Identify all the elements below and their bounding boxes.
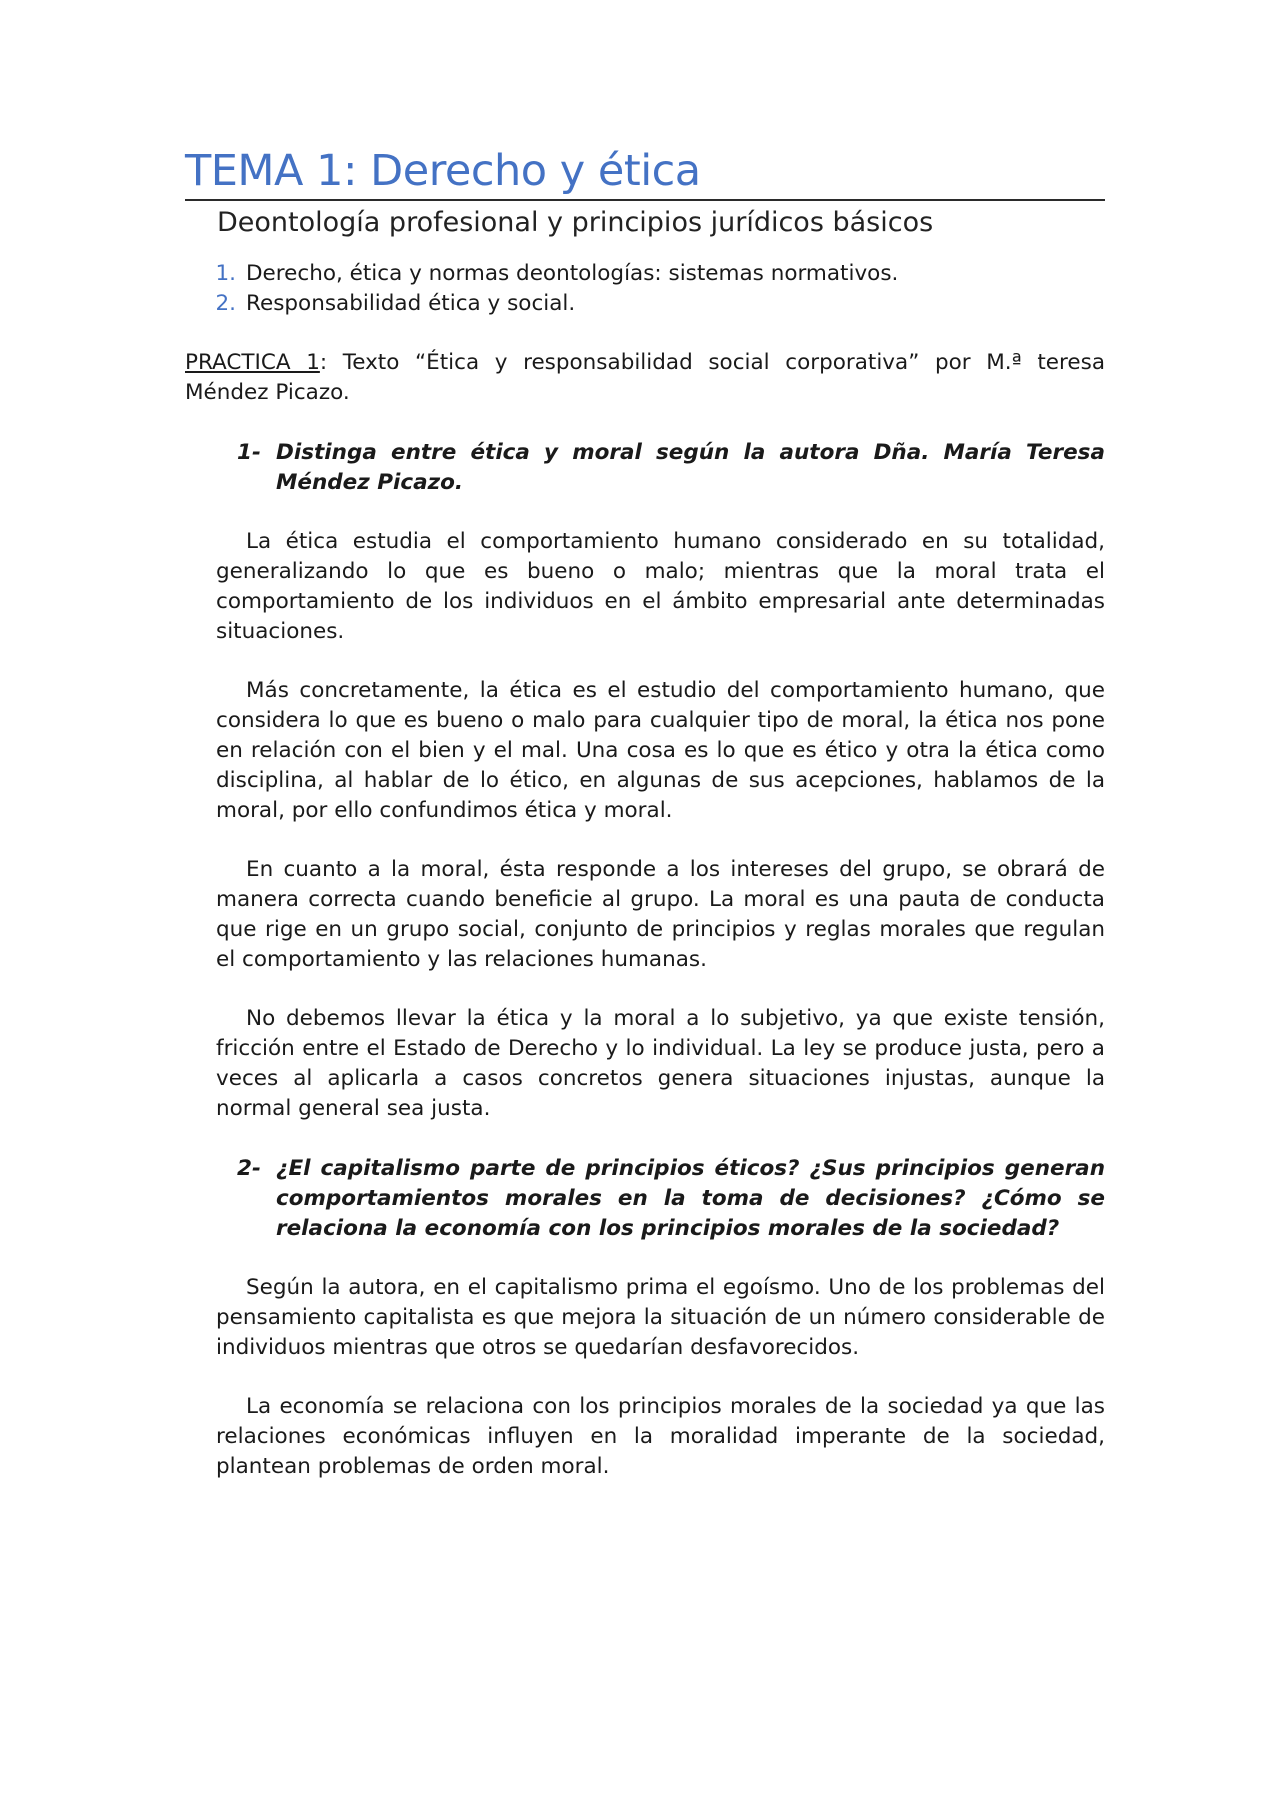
- question-number: 2-: [237, 1156, 261, 1182]
- list-item: [185, 259, 1105, 289]
- answer-paragraph: Según la autora, en el capitalismo prima el egoísmo. Uno de los problemas del pensamiento capitalista es que mejora la situación de un número considerable de individuos mientras que otros se quedarían desfavorecidos.: [216, 1275, 1105, 1361]
- document-page: [185, 146, 1105, 1482]
- document-title: TEMA 1: Derecho y ética: [185, 146, 701, 196]
- question-number: 1-: [237, 440, 261, 466]
- question-text: ¿El capitalismo parte de principios éticos? ¿Sus principios generan comportamientos morales en la toma de decisiones? ¿Cómo se relaciona la economía con los principios morales de la sociedad?: [276, 1156, 1105, 1242]
- practice-intro: [185, 348, 1105, 408]
- list-item: [185, 289, 1105, 319]
- list-item-text: Derecho, ética y normas deontologías: sistemas normativos.: [246, 261, 899, 287]
- question-heading: [237, 1154, 1105, 1244]
- question-text: Distinga entre ética y moral según la autora Dña. María Teresa Méndez Picazo.: [276, 440, 1105, 496]
- question-heading: [237, 438, 1105, 498]
- answer-paragraph: La economía se relaciona con los principios morales de la sociedad ya que las relaciones económicas influyen en la moralidad imperante de la sociedad, plantean problemas de orden moral.: [216, 1394, 1105, 1480]
- answer-paragraph: Más concretamente, la ética es el estudio del comportamiento humano, que considera lo que es bueno o malo para cualquier tipo de moral, la ética nos pone en relación con el bien y el mal. Una cosa es lo que es ético y otra la ética como disciplina, al hablar de lo ético, en algunas de sus acepciones, hablamos de la moral, por ello confundimos ética y moral.: [216, 678, 1105, 824]
- answer-paragraph: No debemos llevar la ética y la moral a lo subjetivo, ya que existe tensión, fricción entre el Estado de Derecho y lo individual. La ley se produce justa, pero a veces al aplicarla a casos concretos genera situaciones injustas, aunque la normal general sea justa.: [216, 1006, 1105, 1122]
- list-item-number: 2.: [215, 291, 236, 317]
- answer-paragraph: La ética estudia el comportamiento humano considerado en su totalidad, generalizando lo que es bueno o malo; mientras que la moral trata el comportamiento de los individuos en el ámbito empresarial ante determinadas situaciones.: [216, 529, 1105, 645]
- answer-paragraph: En cuanto a la moral, ésta responde a los intereses del grupo, se obrará de manera correcta cuando beneficie al grupo. La moral es una pauta de conducta que rige en un grupo social, conjunto de principios y reglas morales que regulan el comportamiento y las relaciones humanas.: [216, 857, 1105, 973]
- list-item-text: Responsabilidad ética y social.: [246, 291, 576, 317]
- topic-list: [185, 259, 1105, 319]
- list-item-number: 1.: [215, 261, 236, 287]
- document-subtitle: Deontología profesional y principios jurídicos básicos: [217, 207, 934, 238]
- practice-label: PRACTICA 1: [185, 350, 320, 376]
- practice-text: : Texto “Ética y responsabilidad social corporativa” por M.ª teresa Méndez Picazo.: [185, 350, 1105, 406]
- title-underline: [185, 199, 1105, 201]
